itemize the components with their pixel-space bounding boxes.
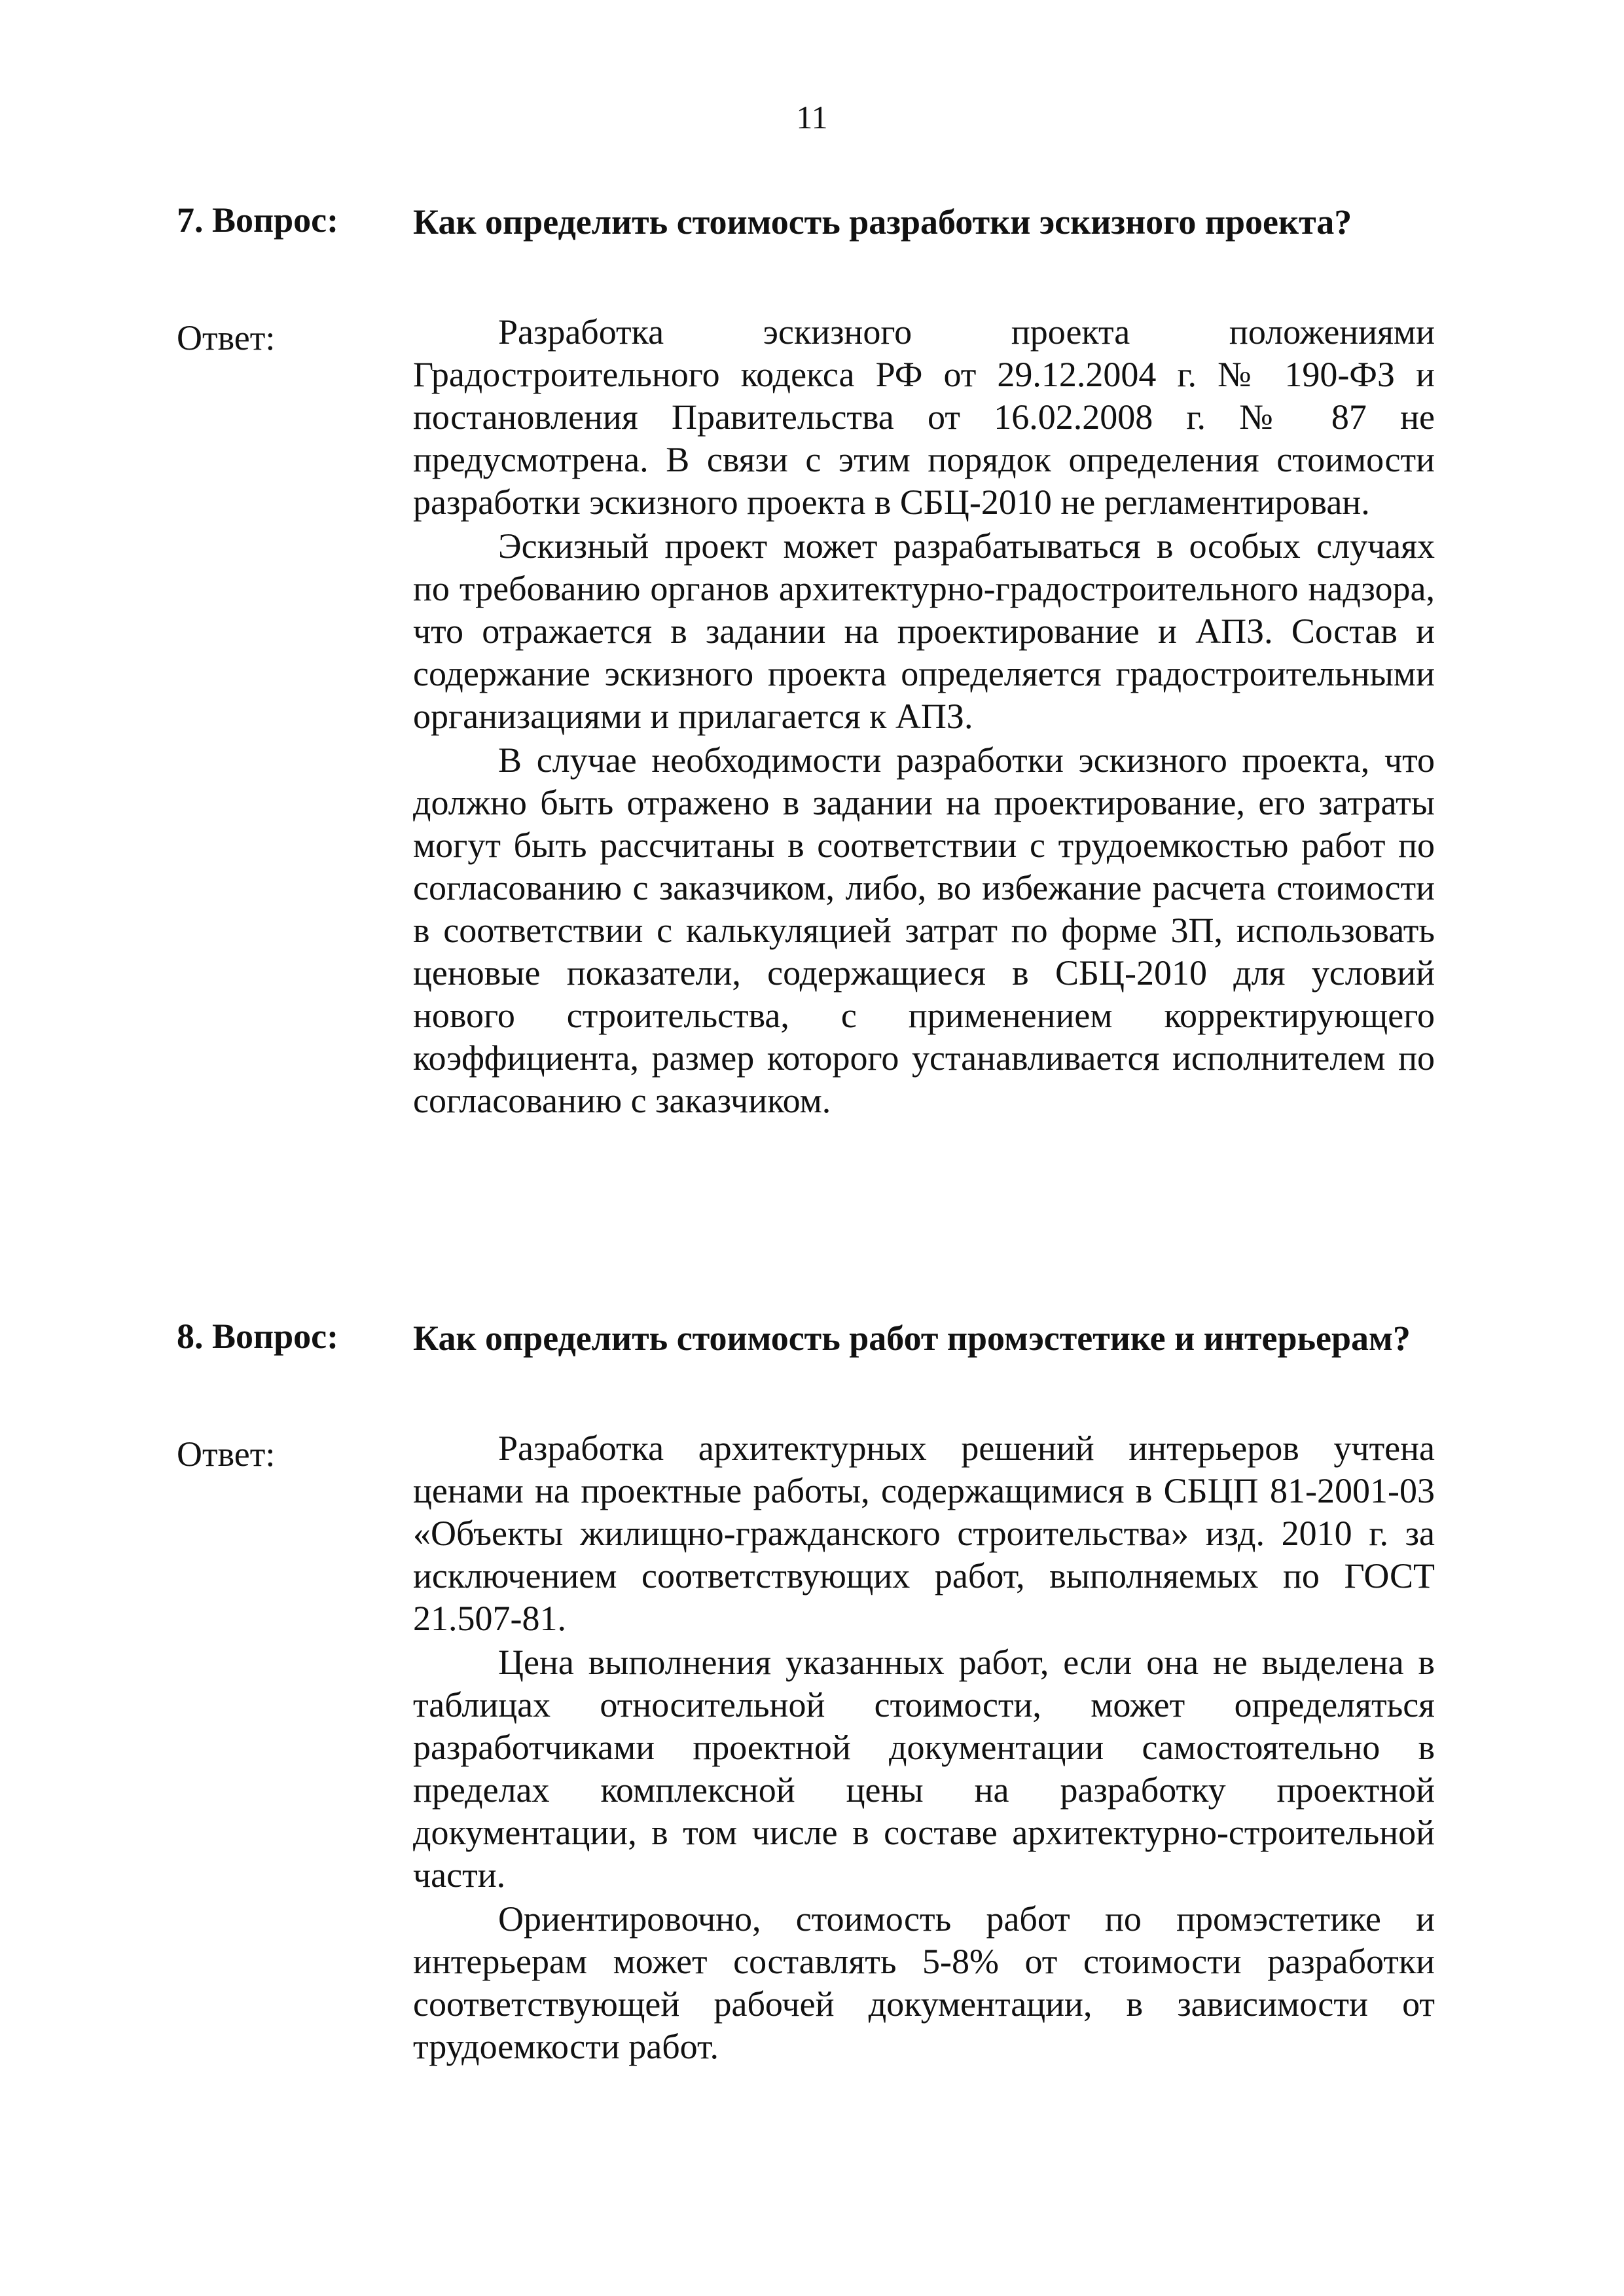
answer-label: Ответ:	[177, 1434, 276, 1474]
answer-paragraph: Эскизный проект может разрабатываться в особых случаях по требованию органов архитектурно-градостроительного надзора, что отражается в задании на проектирование и АПЗ. Состав и содержание эскизного проекта определяется градостроительными организациями и прилагается к АПЗ.	[413, 526, 1435, 736]
question-label: 8. Вопрос:	[177, 1317, 339, 1356]
page-number: 11	[796, 99, 828, 136]
answer-paragraph: В случае необходимости разработки эскизного проекта, что должно быть отражено в задании на проектирование, его затраты могут быть рассчитаны в соответствии с трудоемкостью работ по согласованию с заказчиком, либо, во избежание расчета стоимости в соответствии с калькуляцией затрат по форме 3П, использовать ценовые показатели, содержащиеся в СБЦ-2010 для условий нового строительства, с применением корректирующего коэффициента, размер которого устанавливается исполнителем по согласованию с заказчиком.	[413, 740, 1435, 1120]
question-label: 7. Вопрос:	[177, 200, 339, 240]
answer-paragraph: Разработка архитектурных решений интерьеров учтена ценами на проектные работы, содержащимися в СБЦП 81-2001-03 «Объекты жилищно-гражданского строительства» изд. 2010 г. за исключением соответствующих работ, выполняемых по ГОСТ 21.507-81.	[413, 1429, 1435, 1638]
answer-label: Ответ:	[177, 318, 276, 357]
question-text: Как определить стоимость работ промэстетике и интерьерам?	[413, 1319, 1411, 1358]
qa-section-7	[177, 200, 1435, 1273]
answer-paragraph: Цена выполнения указанных работ, если она не выделена в таблицах относительной стоимости, может определяться разработчиками проектной документации самостоятельно в пределах комплексной цены на разработку проектной документации, в том числе в составе архитектурно-строительной части.	[413, 1643, 1435, 1895]
answer-body	[413, 1427, 1435, 2069]
qa-section-8	[177, 1316, 1435, 2167]
answer-paragraph: Ориентировочно, стоимость работ по промэстетике и интерьерам может составлять 5-8% от стоимости разработки соответствующей рабочей документации, в зависимости от трудоемкости работ.	[413, 1899, 1435, 2066]
answer-paragraph: Разработка эскизного проекта положениями Градостроительного кодекса РФ от 29.12.2004 г. № 190-ФЗ и постановления Правительства от 16.02.2008 г. № 87 не предусмотрена. В связи с этим порядок определения стоимости разработки эскизного проекта в СБЦ-2010 не регламентирован.	[413, 312, 1435, 522]
answer-body	[413, 311, 1435, 1123]
question-text: Как определить стоимость разработки эскизного проекта?	[413, 202, 1352, 242]
